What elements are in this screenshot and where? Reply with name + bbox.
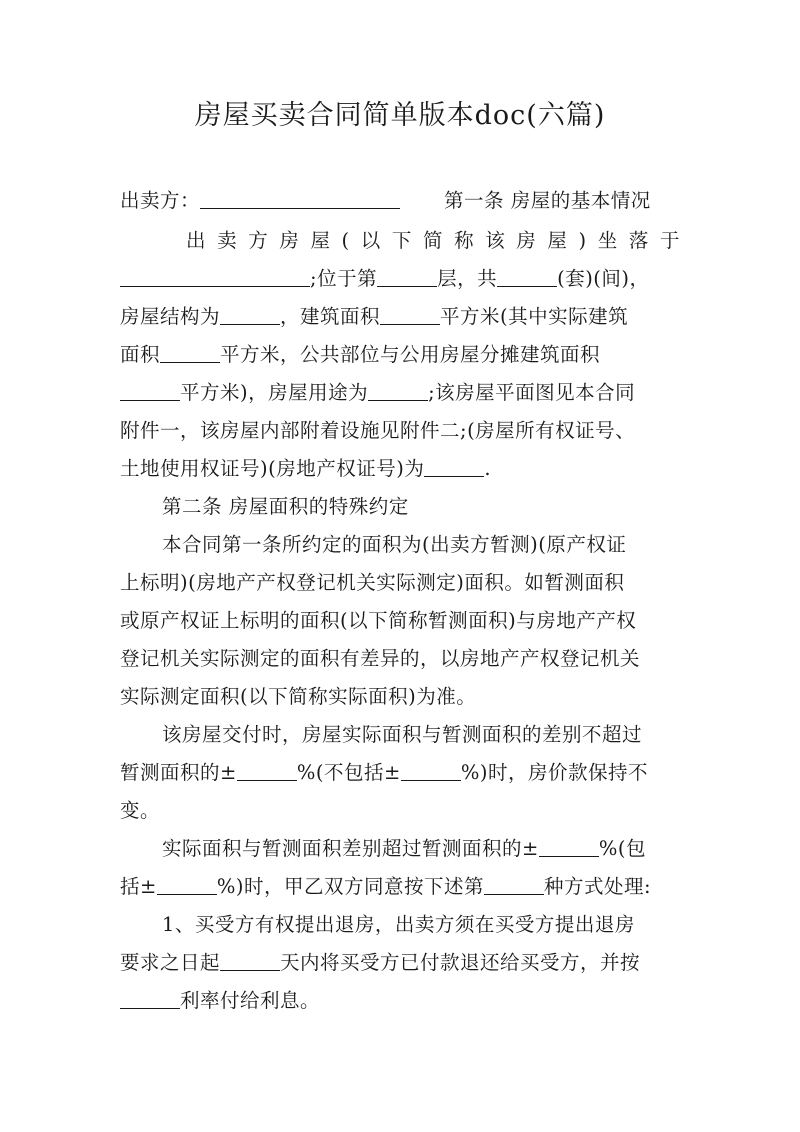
char: 房 bbox=[516, 229, 537, 252]
blank-excess bbox=[539, 836, 599, 857]
text: 种方式处理: bbox=[543, 875, 652, 898]
blank-shared-area bbox=[120, 380, 180, 401]
char: 卖 bbox=[217, 229, 238, 252]
seller-line bbox=[120, 186, 680, 216]
blank-days bbox=[220, 950, 280, 971]
char: 出 bbox=[186, 229, 207, 252]
seller-label: 出卖方： bbox=[120, 189, 201, 212]
char: 屋 bbox=[547, 229, 568, 252]
char: 称 bbox=[454, 229, 475, 252]
char: 简 bbox=[422, 229, 443, 252]
text: 暂测面积的± bbox=[120, 761, 237, 784]
blank-total bbox=[497, 266, 557, 287]
refund-line bbox=[120, 948, 680, 978]
text: ;该房屋平面图见本合同 bbox=[428, 381, 636, 404]
paragraph-line: 实际测定面积(以下简称实际面积)为准。 bbox=[120, 685, 477, 708]
text: 平方米，公共部位与公用房屋分摊建筑面积 bbox=[220, 343, 601, 366]
blank-seller bbox=[200, 188, 400, 209]
article-1-heading: 第一条 房屋的基本情况 bbox=[444, 189, 651, 212]
tolerance-line bbox=[120, 758, 680, 788]
text: 天内将买受方已付款退还给买受方，并按 bbox=[280, 951, 641, 974]
text: %(不包括± bbox=[296, 761, 401, 784]
structure-line bbox=[120, 302, 680, 332]
blank-certificate bbox=[424, 456, 484, 477]
text: (套)(间)， bbox=[557, 267, 650, 290]
text: 房屋结构为 bbox=[120, 305, 221, 328]
paragraph-line: 该房屋交付时，房屋实际面积与暂测面积的差别不超过 bbox=[162, 723, 643, 746]
char: 下 bbox=[391, 229, 412, 252]
interest-line bbox=[120, 986, 680, 1016]
attachment-line: 附件一，该房屋内部附着设施见附件二;(房屋所有权证号、 bbox=[120, 419, 636, 442]
text: %(包 bbox=[598, 837, 646, 860]
blank-excess-2 bbox=[157, 874, 217, 895]
text: 利率付给利息。 bbox=[180, 989, 321, 1012]
excess-line bbox=[162, 834, 722, 864]
paragraph-line: 上标明)(房地产产权登记机关实际测定)面积。如暂测面积 bbox=[120, 571, 625, 594]
paragraph-line: 本合同第一条所约定的面积为(出卖方暂测)(原产权证 bbox=[162, 533, 627, 556]
char: 以 bbox=[360, 229, 381, 252]
blank-method bbox=[484, 874, 544, 895]
text: ，建筑面积 bbox=[280, 305, 381, 328]
text: %)时，甲乙双方同意按下述第 bbox=[216, 875, 484, 898]
blank-actual-area bbox=[160, 342, 220, 363]
blank-tolerance bbox=[237, 760, 297, 781]
method-line bbox=[120, 872, 680, 902]
char: 该 bbox=[485, 229, 506, 252]
text: 平方米)，房屋用途为 bbox=[180, 381, 369, 404]
text: 平方米(其中实际建筑 bbox=[440, 305, 629, 328]
document-title: 房屋买卖合同简单版本doc(六篇) bbox=[194, 100, 606, 131]
paragraph-line: 登记机关实际测定的面积有差异的，以房地产产权登记机关 bbox=[120, 647, 641, 670]
article-2-heading: 第二条 房屋面积的特殊约定 bbox=[162, 495, 409, 518]
blank-tolerance-2 bbox=[401, 760, 461, 781]
text: 土地使用权证号)(房地产权证号)为 bbox=[120, 457, 425, 480]
floor-line bbox=[120, 264, 680, 294]
text: 要求之日起 bbox=[120, 951, 221, 974]
char: 坐 bbox=[597, 229, 618, 252]
text: 括± bbox=[120, 875, 157, 898]
char: ( bbox=[341, 229, 350, 252]
text: 实际面积与暂测面积差别超过暂测面积的± bbox=[162, 837, 539, 860]
char: 方 bbox=[248, 229, 269, 252]
usage-line bbox=[120, 378, 680, 408]
char: 屋 bbox=[310, 229, 331, 252]
certificate-line bbox=[120, 454, 680, 484]
paragraph-line: 1、买受方有权提出退房，出卖方须在买受方提出退房 bbox=[162, 913, 635, 936]
text: ;位于第 bbox=[310, 267, 378, 290]
text: %)时，房价款保持不 bbox=[460, 761, 648, 784]
char: ) bbox=[578, 229, 587, 252]
char: 于 bbox=[659, 229, 680, 252]
location-line bbox=[186, 226, 680, 256]
text: 面积 bbox=[120, 343, 161, 366]
text: 层，共 bbox=[437, 267, 498, 290]
blank-rate bbox=[120, 988, 180, 1009]
char: 落 bbox=[628, 229, 649, 252]
paragraph-line: 或原产权证上标明的面积(以下简称暂测面积)与房地产产权 bbox=[120, 609, 637, 632]
text: . bbox=[484, 457, 492, 480]
blank-usage bbox=[368, 380, 428, 401]
blank-location bbox=[120, 266, 310, 287]
blank-area bbox=[380, 304, 440, 325]
blank-structure bbox=[220, 304, 280, 325]
area-line bbox=[120, 340, 680, 370]
char: 房 bbox=[279, 229, 300, 252]
paragraph-line: 变。 bbox=[120, 799, 161, 822]
blank-floor bbox=[377, 266, 437, 287]
